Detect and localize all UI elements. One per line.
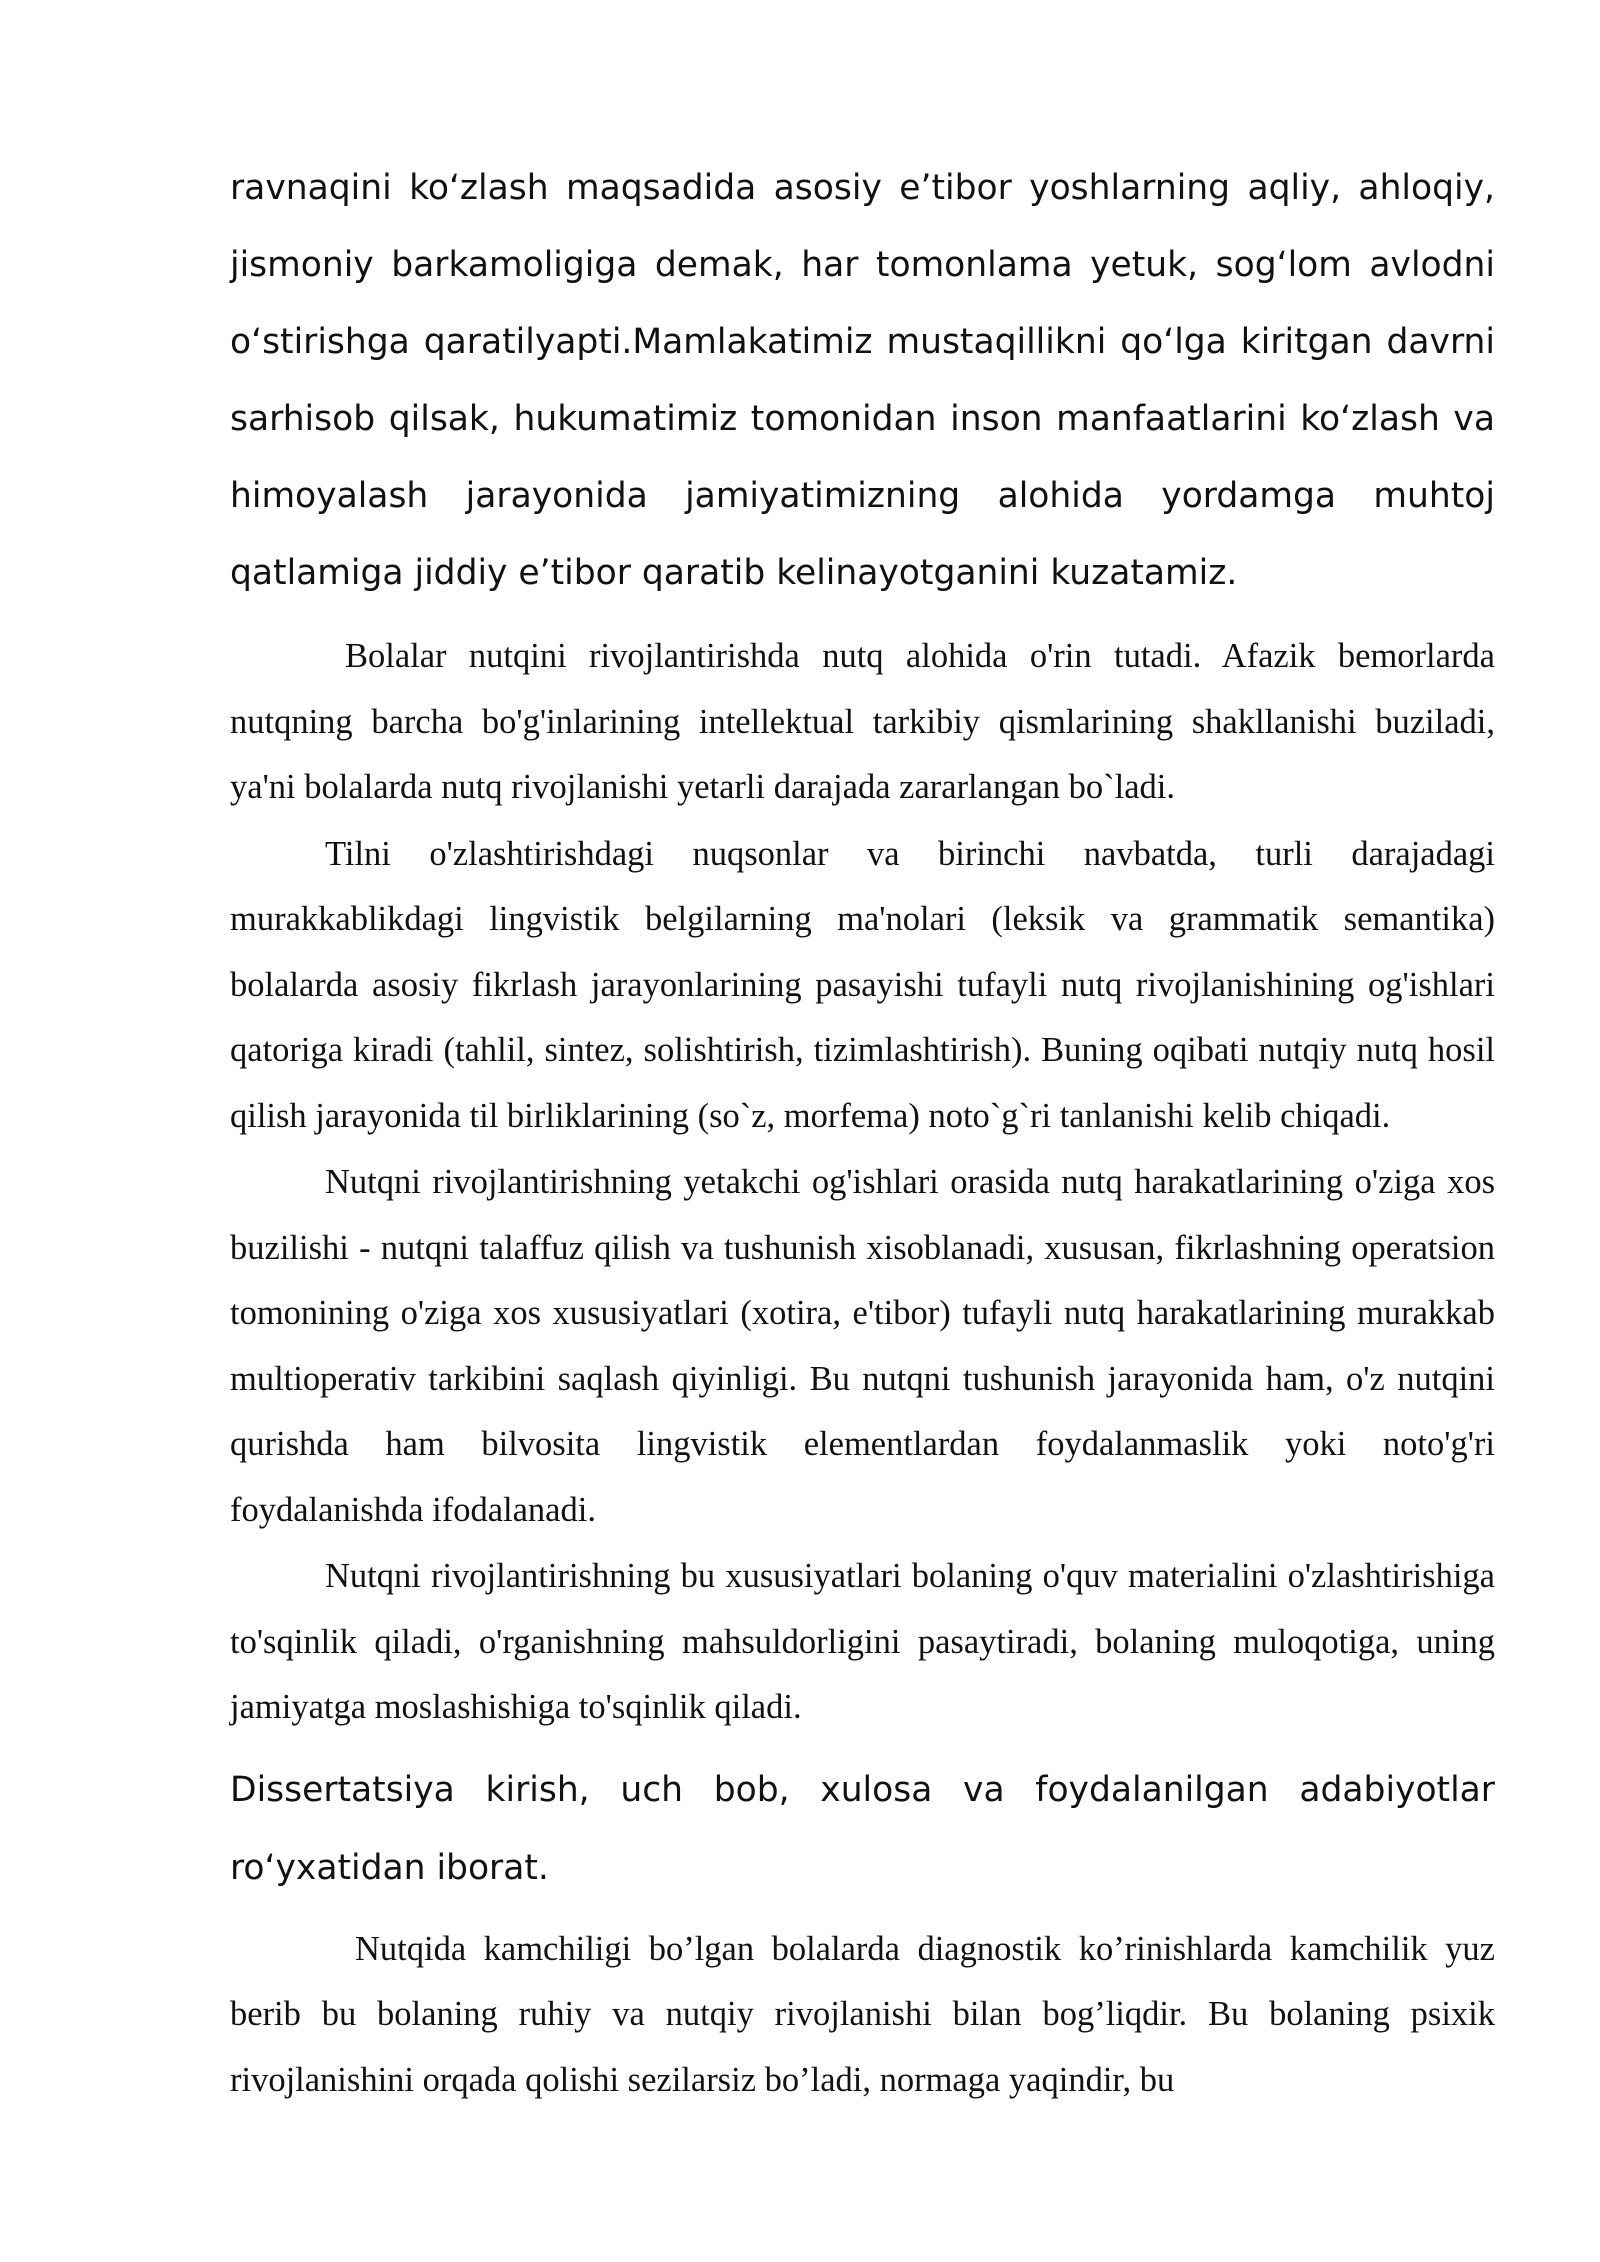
paragraph-speech-deviations: Nutqni rivojlantirishning yetakchi og'ishlari orasida nutq harakatlarining o'ziga xos buzilishi - nutqni talaffuz qilish va tushunish xisoblanadi, xususan, fikrlashning operatsion tomonining o'ziga xos xususiyatlari (xotira, e'tibor) tufayli nutq harakatlarining murakkab multioperativ tarkibini saqlash qiyinligi. Bu nutqni tushunish jarayonida ham, o'z nutqini qurishda ham bilvosita lingvistik elementlardan foydalanmaslik yoki noto'g'ri foydalanishda ifodalanadi.	[230, 1163, 1495, 1529]
paragraph-learning-impact: Nutqni rivojlantirishning bu xususiyatlari bolaning o'quv materialini o'zlashtirishiga to'sqinlik qiladi, o'rganishning mahsuldorligini pasaytiradi, bolaning muloqotiga, uning jamiyatga moslashishiga to'sqinlik qiladi.	[230, 1557, 1495, 1726]
paragraph-intro: ravnaqini koʻzlash maqsadida asosiy eʼtibor yoshlarning aqliy, ahloqiy, jismoniy barkamoligiga demak, har tomonlama yetuk, sogʻlom avlodni oʻstirishga qaratilyapti.Mamlakatimiz mustaqillikni qoʻlga kiritgan davrni sarhisob qilsak, hukumatimiz tomonidan inson manfaatlarini koʻzlash va himoyalash jarayonida jamiyatimizning alohida yordamga muhtoj qatlamiga jiddiy eʼtibor qaratib kelinayotganini kuzatamiz.	[230, 168, 1495, 593]
paragraph-language-acquisition: Tilni o'zlashtirishdagi nuqsonlar va birinchi navbatda, turli darajadagi murakkablikdagi lingvistik belgilarning ma'nolari (leksik va grammatik semantika) bolalarda asosiy fikrlash jarayonlarining pasayishi tufayli nutq rivojlanishining og'ishlari qatoriga kiradi (tahlil, sintez, solishtirish, tizimlashtirish). Buning oqibati nutqiy nutq hosil qilish jarayonida til birliklarining (so`z, morfema) noto`g`ri tanlanishi kelib chiqadi.	[230, 834, 1495, 1135]
paragraph-speech-development: Bolalar nutqini rivojlantirishda nutq alohida o'rin tutadi. Afazik bemorlarda nutqning barcha bo'g'inlarining intellektual tarkibiy qismlarining shakllanishi buziladi, ya'ni bolalarda nutq rivojlanishi yetarli darajada zararlangan bo`ladi.	[230, 637, 1495, 806]
paragraph-dissertation-structure: Dissertatsiya kirish, uch bob, xulosa va foydalanilgan adabiyotlar roʻyxatidan iborat.	[230, 1769, 1495, 1888]
paragraph-diagnostics: Nutqida kamchiligi bo’lgan bolalarda diagnostik ko’rinishlarda kamchilik yuz berib bu bolaning ruhiy va nutqiy rivojlanishi bilan bog’liqdir. Bu bolaning psixik rivojlanishini orqada qolishi sezilarsiz bo’ladi, normaga yaqindir, bu	[230, 1929, 1495, 2099]
document-page	[230, 150, 1495, 2113]
